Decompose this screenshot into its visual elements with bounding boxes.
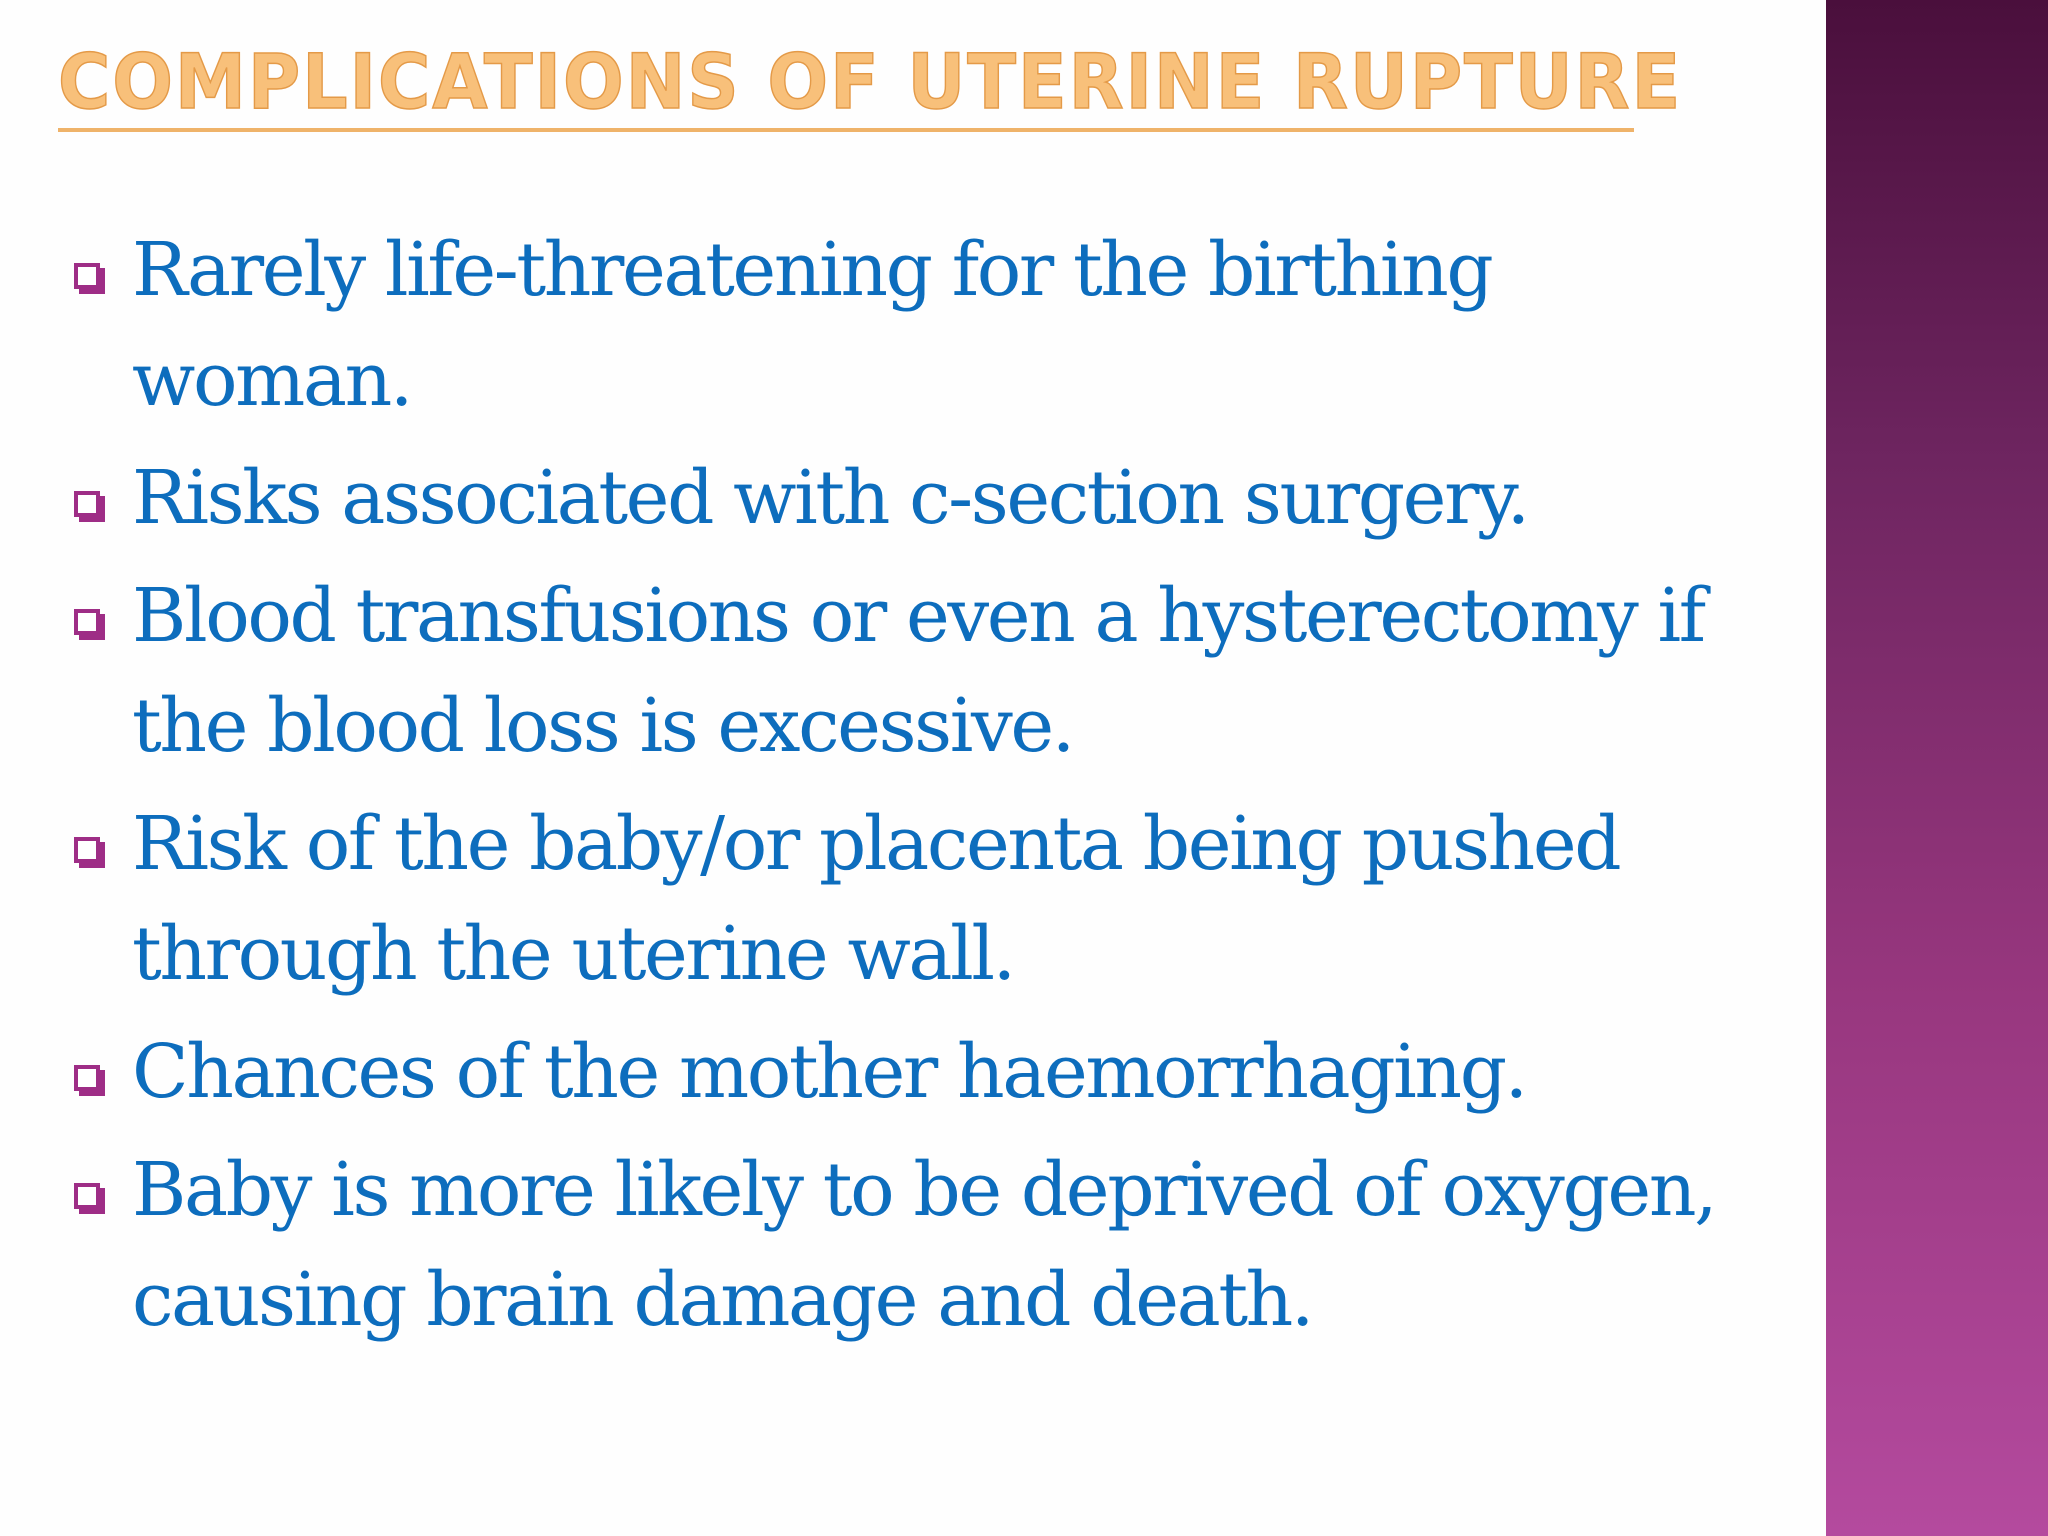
bullet-item xyxy=(70,789,1770,1009)
bullet-text: Blood transfusions or even a hysterectomy if the blood loss is excessive. xyxy=(132,573,1704,769)
bullet-item xyxy=(70,1135,1770,1355)
bullet-text: Baby is more likely to be deprived of oxygen, causing brain damage and death. xyxy=(132,1147,1716,1343)
bullet-text: Chances of the mother haemorrhaging. xyxy=(132,1029,1526,1115)
side-gradient-band xyxy=(1826,0,2048,1536)
bullet-item xyxy=(70,1017,1770,1127)
bullet-item xyxy=(70,215,1770,435)
slide-title: COMPLICATIONS OF UTERINE RUPTURE xyxy=(58,37,1683,126)
hollow-square-bullet-icon xyxy=(74,263,100,289)
hollow-square-bullet-icon xyxy=(74,1183,100,1209)
bullet-text: Risks associated with c-section surgery. xyxy=(132,455,1528,541)
hollow-square-bullet-icon xyxy=(74,1065,100,1091)
bullet-text: Rarely life-threatening for the birthing woman. xyxy=(132,227,1492,423)
bullet-list xyxy=(70,215,1770,1363)
hollow-square-bullet-icon xyxy=(74,491,100,517)
bullet-text: Risk of the baby/or placenta being pushed through the uterine wall. xyxy=(132,801,1620,997)
hollow-square-bullet-icon xyxy=(74,609,100,635)
bullet-item xyxy=(70,561,1770,781)
bullet-item xyxy=(70,443,1770,553)
hollow-square-bullet-icon xyxy=(74,837,100,863)
title-underline xyxy=(58,128,1634,132)
